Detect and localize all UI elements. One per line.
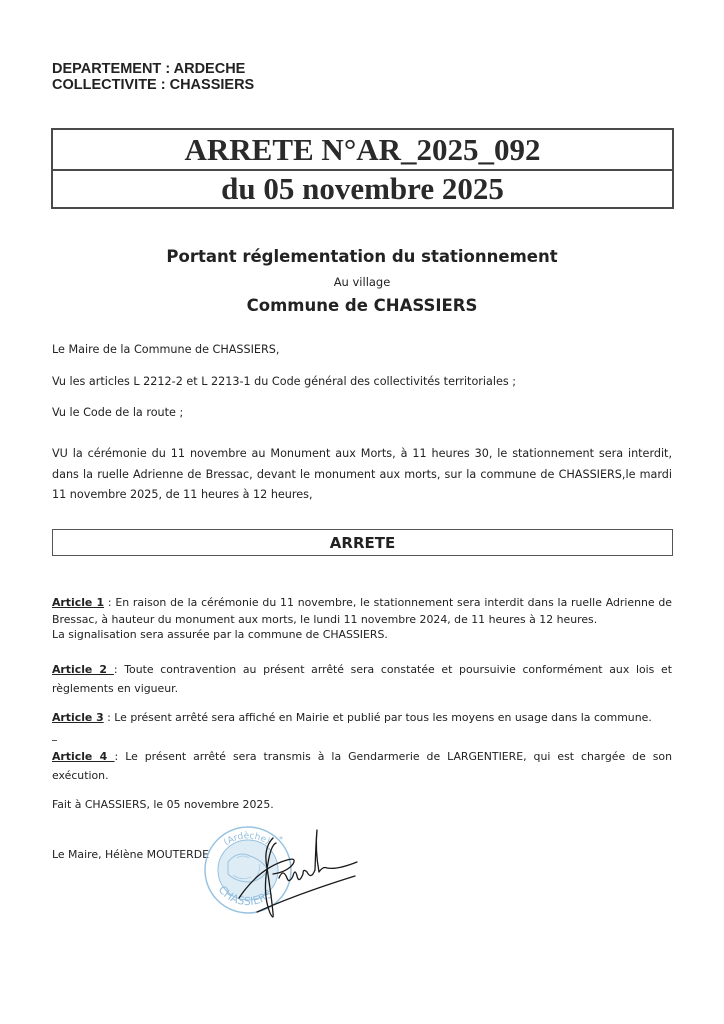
subject-title: Portant réglementation du stationnement bbox=[166, 247, 558, 266]
article-1-sep: : bbox=[104, 596, 116, 609]
article-4-label: Article 4 bbox=[52, 750, 115, 763]
preamble-maire: Le Maire de la Commune de CHASSIERS, bbox=[52, 343, 280, 356]
article-3-sep: : bbox=[103, 711, 115, 724]
article-3-label: Article 3 bbox=[52, 711, 104, 724]
article-4-text: Le présent arrêté sera transmis à la Gendarmerie de LARGENTIERE, qui est chargée de son exécution. bbox=[52, 750, 672, 782]
preamble-vu-articles: Vu les articles L 2212-2 et L 2213-1 du Code général des collectivités territoriales ; bbox=[52, 375, 516, 388]
svg-text:*: * bbox=[279, 835, 283, 844]
preamble-vu-code: Vu le Code de la route ; bbox=[52, 406, 184, 419]
article-1-label: Article 1 bbox=[52, 596, 105, 609]
article-2-label: Article 2 bbox=[52, 663, 114, 676]
arrete-number: ARRETE N°AR_2025_092 bbox=[53, 130, 672, 171]
article-2-sep: : bbox=[113, 663, 125, 676]
collectivity-label: COLLECTIVITE : CHASSIERS bbox=[52, 77, 255, 93]
scan-mark bbox=[52, 740, 57, 741]
article-3-text: Le présent arrêté sera affiché en Mairie et publié par tous les moyens en usage dans la commune. bbox=[114, 711, 652, 724]
department-label: DEPARTEMENT : ARDECHE bbox=[52, 61, 246, 77]
subject-location: Au village bbox=[333, 275, 391, 289]
mairie-stamp bbox=[205, 827, 291, 913]
article-3 bbox=[52, 711, 672, 724]
article-1-signalisation: La signalisation sera assurée par la commune de CHASSIERS. bbox=[52, 628, 388, 641]
subject-commune: Commune de CHASSIERS bbox=[246, 296, 478, 315]
article-4-sep: : bbox=[114, 750, 126, 763]
stamp-and-signature bbox=[195, 820, 375, 940]
stamp-text-bottom: CHASSIERS bbox=[215, 883, 276, 909]
article-1-text: En raison de la cérémonie du 11 novembre, le stationnement sera interdit dans la ruelle Adrienne de Bressac, à hauteur du monument aux morts, le lundi 11 novembre 2024, de 11 heures à 12 heures. bbox=[52, 596, 672, 626]
article-2 bbox=[52, 660, 672, 698]
article-2-text: Toute contravention au présent arrêté sera constatée et poursuivie conformément aux lois et règlements en vigueur. bbox=[52, 663, 672, 695]
stamp-text-top: (Ardèche) bbox=[222, 831, 272, 849]
arrete-date: du 05 novembre 2025 bbox=[221, 171, 504, 206]
title-box bbox=[51, 128, 674, 209]
article-1 bbox=[52, 594, 672, 628]
arrete-heading: ARRETE bbox=[52, 529, 673, 556]
fait-a: Fait à CHASSIERS, le 05 novembre 2025. bbox=[52, 798, 274, 811]
signatory: Le Maire, Hélène MOUTERDE bbox=[52, 848, 209, 861]
preamble-vu-ceremonie: VU la cérémonie du 11 novembre au Monument aux Morts, à 11 heures 30, le stationnement sera interdit, dans la ruelle Adrienne de Bressac, devant le monument aux morts, sur la commune de CHASSIERS,le mardi 11 novembre 2025, de 11 heures à 12 heures, bbox=[52, 447, 672, 501]
article-4 bbox=[52, 747, 672, 785]
